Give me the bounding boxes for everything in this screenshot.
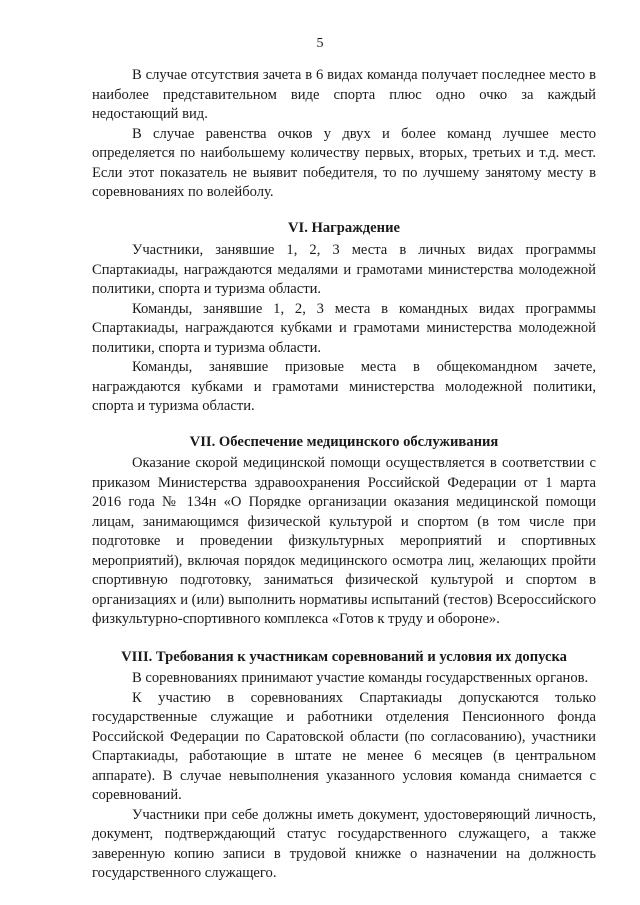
paragraph: В случае равенства очков у двух и более команд лучшее место определяется по наибольшему количеству первых, вторых, третьих и т.д. мест. Если этот показатель не выявит победителя, то по лучшему занятому месту в соревнованиях по волейболу. (92, 125, 596, 200)
section-6-heading: VI. Награждение (288, 219, 400, 236)
section-8-heading: VIII. Требования к участникам соревнований и условия их допуска (121, 648, 567, 665)
paragraph: Участники при себе должны иметь документ, удостоверяющий личность, документ, подтверждающий статус государственного служащего, а также заверенную копию записи в трудовой книжке о назначении на должность государственного служащего. (92, 806, 596, 881)
document-body (92, 66, 596, 884)
paragraph: Оказание скорой медицинской помощи осуществляется в соответствии с приказом Министерства здравоохранения Российской Федерации от 1 марта 2016 года № 134н «О Порядке организации оказания медицинской помощи лицам, занимающимся физической культурой и спортом (в том числе при подготовке и проведении физкультурных мероприятий и спортивных мероприятий), включая порядок медицинского осмотра лиц, желающих пройти спортивную подготовку, заниматься физической культурой и спортом в организациях и (или) выполнить нормативы испытаний (тестов) Всероссийского физкультурно-спортивного комплекса «Готов к труду и обороне». (92, 455, 596, 627)
paragraph: Команды, занявшие 1, 2, 3 места в командных видах программы Спартакиады, награждаются кубками и грамотами министерства молодежной политики, спорта и туризма области. (92, 300, 596, 356)
paragraph: К участию в соревнованиях Спартакиады допускаются только государственные служащие и работники отделения Пенсионного фонда Российской Федерации по Саратовской области (по согласованию), участники Спартакиады, работающие в штате не менее 6 месяцев (в центральном аппарате). В случае невыполнения указанного условия команда снимается с соревнований. (92, 689, 596, 803)
paragraph: Участники, занявшие 1, 2, 3 места в личных видах программы Спартакиады, награждаются медалями и грамотами министерства молодежной политики, спорта и туризма области. (92, 242, 596, 297)
paragraph: В случае отсутствия зачета в 6 видах команда получает последнее место в наиболее представительном виде спорта плюс одно очко за каждый недостающий вид. (92, 67, 596, 122)
section-7-heading: VII. Обеспечение медицинского обслуживания (189, 433, 499, 450)
paragraph: В соревнованиях принимают участие команды государственных органов. (132, 670, 589, 686)
page-number: 5 (316, 36, 324, 51)
paragraph: Команды, занявшие призовые места в общекомандном зачете, награждаются кубками и грамотами министерства молодежной политики, спорта и туризма области. (92, 359, 596, 414)
